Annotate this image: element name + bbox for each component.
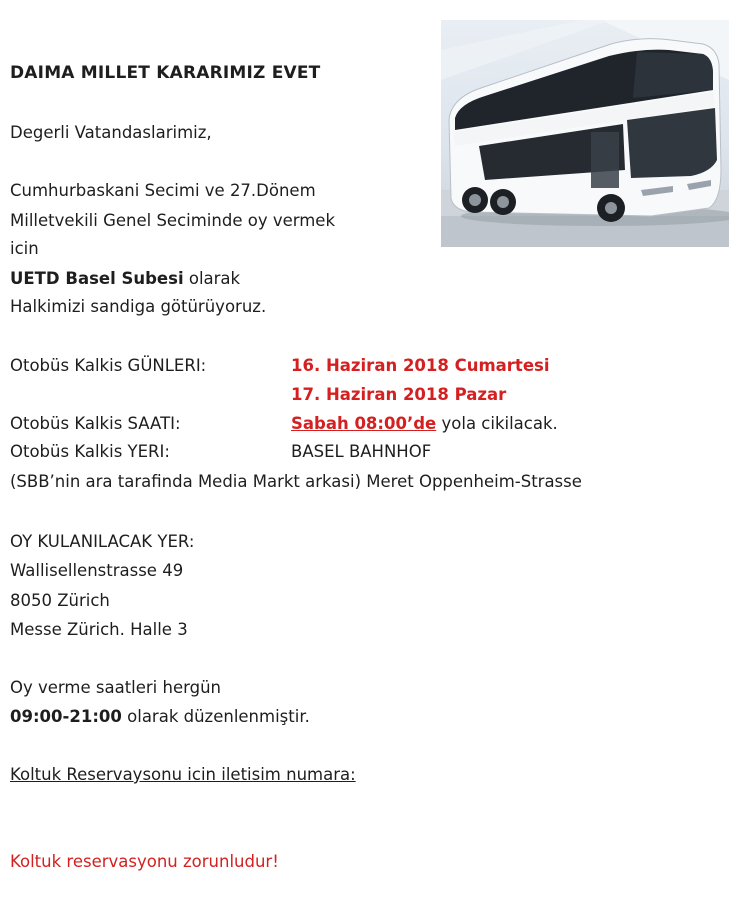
departure-time-label: Otobüs Kalkis SAATI: [10, 414, 181, 433]
reservation-contact: Koltuk Reservaysonu icin iletisim numara: [10, 765, 356, 784]
departure-place-detail: (SBB’nin ara tarafinda Media Markt arkasi) Meret Oppenheim-Strasse [10, 472, 582, 491]
voting-place-city: 8050 Zürich [10, 591, 110, 610]
bus-icon [441, 20, 729, 247]
voting-hours-rest: olarak düzenlenmiştir. [121, 707, 310, 726]
intro-organization [10, 268, 240, 290]
departure-time-value: Sabah 08:00’de [291, 414, 437, 433]
flyer-title: DAIMA MILLET KARARIMIZ EVET [10, 63, 321, 83]
departure-place-value: BASEL BAHNHOF [291, 442, 432, 461]
departure-place-label: Otobüs Kalkis YERI: [10, 442, 170, 461]
departure-time-rest: yola cikilacak. [436, 414, 558, 433]
departure-day-2: 17. Haziran 2018 Pazar [291, 385, 507, 404]
voting-place-label: OY KULANILACAK YER: [10, 532, 195, 551]
departure-day-1: 16. Haziran 2018 Cumartesi [291, 356, 550, 375]
departure-time [291, 413, 558, 435]
voting-hours-line-2 [10, 706, 310, 728]
intro-line-1: Cumhurbaskani Secimi ve 27.Dönem [10, 181, 316, 200]
bus-photo [441, 20, 729, 247]
reservation-required: Koltuk reservasyonu zorunludur! [10, 852, 279, 871]
intro-line-3: icin [10, 239, 39, 258]
intro-line-2: Milletvekili Genel Seciminde oy vermek [10, 211, 336, 230]
organization-suffix: olarak [183, 269, 241, 288]
voting-hours-value: 09:00-21:00 [10, 707, 122, 726]
voting-place-street: Wallisellenstrasse 49 [10, 561, 184, 580]
intro-line-5: Halkimizi sandiga götürüyoruz. [10, 297, 267, 316]
departure-days-label: Otobüs Kalkis GÜNLERI: [10, 356, 207, 375]
greeting: Degerli Vatandaslarimiz, [10, 123, 212, 142]
voting-hours-line-1: Oy verme saatleri hergün [10, 678, 222, 697]
organization-name: UETD Basel Subesi [10, 269, 184, 288]
voting-place-venue: Messe Zürich. Halle 3 [10, 620, 188, 639]
